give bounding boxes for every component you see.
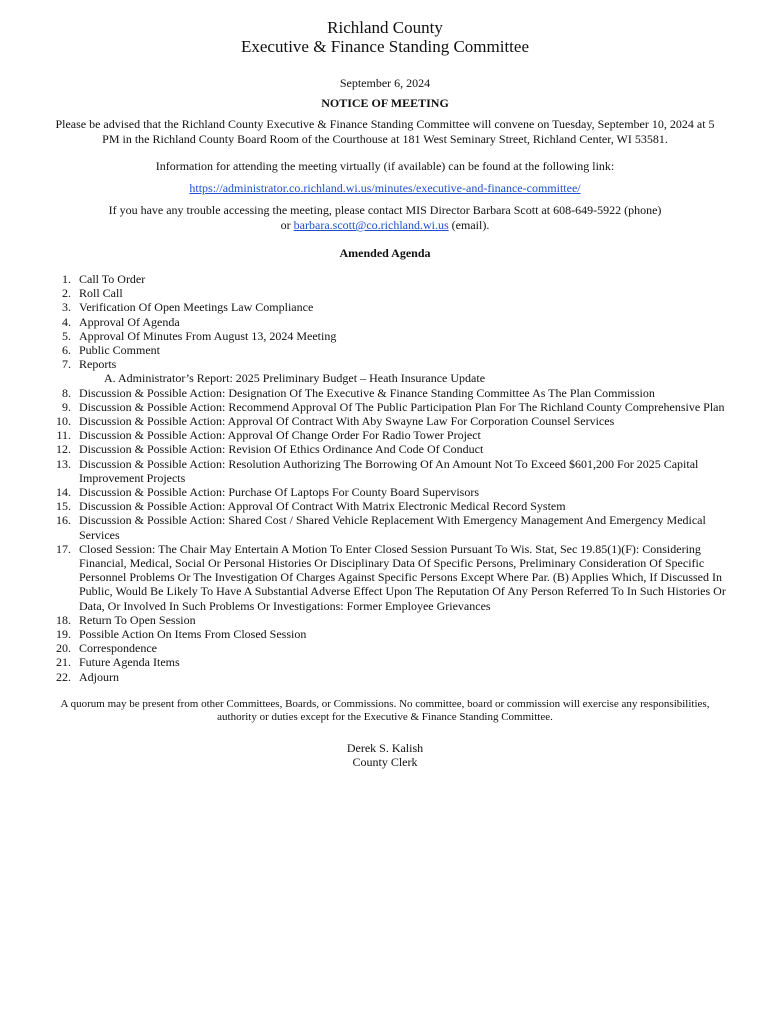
agenda-item-text: Discussion & Possible Action: Purchase Of Laptops For County Board Supervisors [79,485,479,500]
agenda-item [44,655,726,669]
agenda-item-number: 20. [56,641,71,656]
agenda-item-text: Discussion & Possible Action: Recommend Approval Of The Public Participation Plan For The Richland County Comprehensive Plan [79,399,725,414]
agenda-item-text: Discussion & Possible Action: Approval Of Contract With Matrix Electronic Medical Record System [79,499,566,514]
agenda-item-text: Discussion & Possible Action: Approval Of Contract With Aby Swayne Law For Corporation Counsel Services [79,414,615,429]
agenda-item [44,613,726,627]
notice-heading: NOTICE OF MEETING [321,96,449,110]
agenda-item [44,627,726,641]
agenda-item [44,357,726,371]
meeting-intro: Please be advised that the Richland County Executive & Finance Standing Committee will convene on Tuesday, September 10, 2024 at 5 PM in the Richland County Board Room of the Courthouse at 181 West Seminary Street, Richland Center, WI 53581. [55,117,715,146]
agenda-item [44,414,726,428]
signature-block [44,741,726,770]
agenda-heading: Amended Agenda [339,246,431,260]
agenda-item [44,641,726,655]
clerk-title: County Clerk [352,755,418,770]
agenda-item [44,428,726,442]
agenda-subitem-text: A. Administrator’s Report: 2025 Preliminary Budget – Heath Insurance Update [104,371,486,386]
agenda-item-text: Reports [79,357,117,372]
agenda-item-number: 21. [56,655,71,670]
agenda-item-text: Closed Session: The Chair May Entertain A Motion To Enter Closed Session Pursuant To Wis. Stat, Sec 19.85(1)(F): Considering Financial, Medical, Social Or Personal Histories Or Disciplinary Data Of Specific Persons, Preliminary Consideration Of Specific Personnel Problems Or The Investigation Of Charges Against Specific Persons Except Where Par. (B) Applies Which, If Discussed In Public, Would Be Likely To Have A Substantial Adverse Effect Upon The Reputation Of Any Person Referred To In Such Histories Or Data, Or Involved In Such Problems Or Investigations: Former Employee Grievances [79,541,726,613]
agenda-item-number: 7. [62,357,71,372]
agenda-item-text: Approval Of Agenda [79,314,180,329]
agenda-item-number: 5. [62,328,71,343]
agenda-item-number: 17. [56,541,71,556]
virtual-link-line [44,181,726,196]
agenda-item [44,442,726,456]
agenda-item-number: 10. [56,414,71,429]
agenda-item-number: 1. [62,272,71,286]
notice-date: September 6, 2024 [339,76,431,90]
agenda-list [44,272,726,684]
agenda-subitem [44,371,726,385]
agenda-item [44,542,726,613]
agenda-item-text: Discussion & Possible Action: Approval Of Change Order For Radio Tower Project [79,428,481,443]
virtual-meeting-link[interactable]: https://administrator.co.richland.wi.us/minutes/executive-and-finance-committee/ [189,181,581,195]
agenda-item-number: 15. [56,499,71,514]
agenda-item-number: 12. [56,442,71,457]
agenda-item-number: 13. [56,456,71,471]
agenda-item-text: Discussion & Possible Action: Shared Cost / Shared Vehicle Replacement With Emergency Management And Emergency Medical Services [79,513,706,542]
agenda-item-number: 2. [62,286,71,301]
agenda-item-text: Adjourn [79,669,119,684]
committee-title: Executive & Finance Standing Committee [241,37,529,56]
agenda-item-number: 18. [56,612,71,627]
agenda-item-text: Possible Action On Items From Closed Session [79,627,307,642]
agenda-item-text: Discussion & Possible Action: Designation Of The Executive & Finance Standing Committee As The Plan Commission [79,385,655,400]
agenda-item-text: Correspondence [79,641,157,656]
agenda-item [44,329,726,343]
agenda-item-number: 3. [62,300,71,315]
contact-text-end: (email). [448,218,490,232]
agenda-item-number: 8. [62,385,71,400]
agenda-item [44,485,726,499]
contact-text: If you have any trouble accessing the meeting, please contact MIS Director Barbara Scott at 608-649-5922 (phone) or [108,203,662,232]
agenda-item-text: Future Agenda Items [79,655,180,670]
agenda-item-number: 14. [56,485,71,500]
agenda-item-text: Public Comment [79,343,160,358]
agenda-item-number: 9. [62,399,71,414]
agenda-item-number: 4. [62,314,71,329]
agenda-item-text: Verification Of Open Meetings Law Compliance [79,300,314,315]
agenda-item [44,513,726,541]
agenda-item [44,343,726,357]
agenda-item-number: 16. [56,513,71,528]
agenda-item [44,400,726,414]
agenda-item [44,386,726,400]
agenda-item-text: Approval Of Minutes From August 13, 2024 Meeting [79,328,337,343]
agenda-item [44,300,726,314]
contact-email-link[interactable]: barbara.scott@co.richland.wi.us [293,218,449,232]
agenda-item [44,457,726,485]
agenda-item [44,499,726,513]
quorum-notice: A quorum may be present from other Committees, Boards, or Commissions. No committee, board or commission will exercise any responsibilities, authority or duties except for the Executive & Finance Standing Committee. [60,697,710,724]
agenda-item-text: Return To Open Session [79,612,196,627]
clerk-name: Derek S. Kalish [346,740,424,755]
agenda-item-text: Discussion & Possible Action: Revision Of Ethics Ordinance And Code Of Conduct [79,442,484,457]
agenda-item [44,670,726,684]
agenda-item-number: 22. [56,669,71,684]
agenda-item-number: 11. [56,428,71,443]
agenda-item-text: Discussion & Possible Action: Resolution Authorizing The Borrowing Of An Amount Not To Exceed $601,200 For 2025 Capital Improvement Projects [79,456,699,485]
county-title: Richland County [327,18,443,37]
agenda-item-number: 6. [62,343,71,358]
agenda-item [44,315,726,329]
agenda-item [44,286,726,300]
agenda-item-text: Call To Order [79,272,146,286]
agenda-item-text: Roll Call [79,286,123,301]
agenda-item-number: 19. [56,627,71,642]
virtual-info: Information for attending the meeting virtually (if available) can be found at the following link: [155,159,615,173]
contact-info [44,203,726,233]
agenda-item [44,272,726,286]
